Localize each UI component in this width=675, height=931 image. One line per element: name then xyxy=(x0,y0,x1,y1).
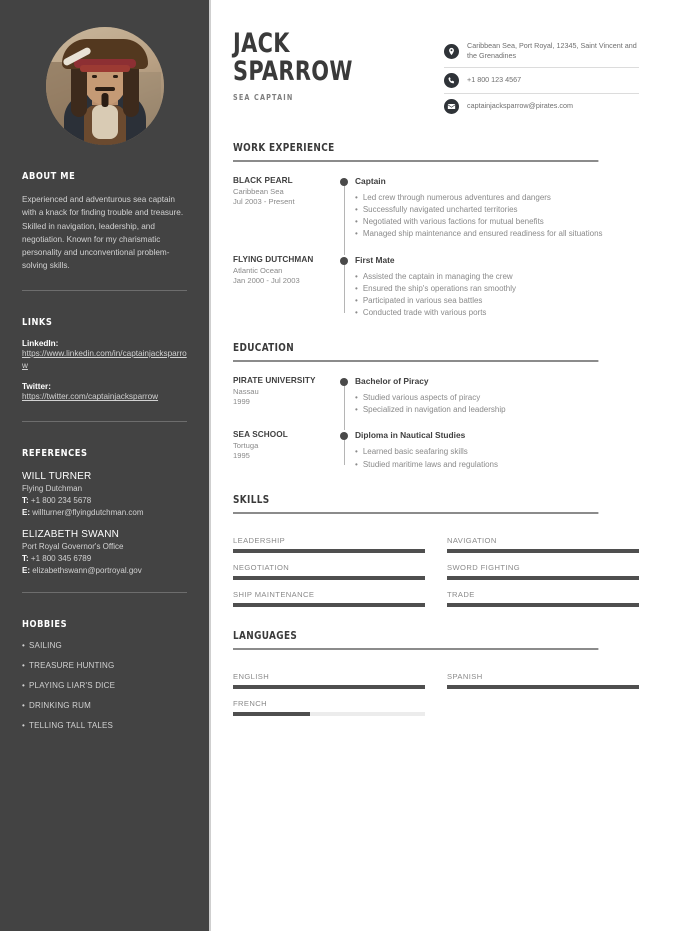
skill-label: SWORD FIGHTING xyxy=(447,562,521,572)
skill-fill xyxy=(233,549,425,553)
education-location: Nassau xyxy=(233,387,259,397)
education-section xyxy=(233,341,639,471)
bullet: • Specialized in navigation and leadership xyxy=(355,405,506,415)
education-bullets xyxy=(355,446,639,470)
bullet: • Studied maritime laws and regulations xyxy=(355,459,498,469)
education-org: PIRATE UNIVERSITY xyxy=(233,376,316,386)
timeline-dot xyxy=(340,378,348,386)
bullet: • Conducted trade with various ports xyxy=(355,307,487,317)
first-name: JACK xyxy=(233,28,290,59)
language-label: SPANISH xyxy=(447,671,483,681)
phone-text[interactable]: +1 800 123 4567 xyxy=(467,75,522,85)
reference-name: ELIZABETH SWANN xyxy=(22,528,120,540)
work-title: First Mate xyxy=(355,254,395,265)
link-label: LinkedIn: xyxy=(22,338,59,348)
skill-track xyxy=(233,576,425,580)
skill-label: LEADERSHIP xyxy=(233,535,286,545)
skills-grid xyxy=(233,526,639,607)
language-item xyxy=(233,699,425,716)
contact-list xyxy=(444,36,639,119)
timeline-dot xyxy=(340,432,348,440)
education-title: Diploma in Nautical Studies xyxy=(355,430,466,441)
links-heading: LINKS xyxy=(22,316,53,328)
education-location: Tortuga xyxy=(233,441,259,451)
education-item xyxy=(233,376,639,416)
avatar-container xyxy=(22,0,187,145)
skill-item xyxy=(447,563,639,580)
work-bullets xyxy=(355,271,639,320)
timeline-rail xyxy=(337,376,353,416)
sidebar-divider-2 xyxy=(22,421,187,422)
education-dates: 1995 xyxy=(233,451,250,461)
phone-icon xyxy=(444,73,459,88)
work-bullets xyxy=(355,192,639,241)
reference-email: E: elizabethswann@portroyal.gov xyxy=(22,565,142,575)
work-item xyxy=(233,255,639,320)
name-block xyxy=(233,30,372,102)
reference-item xyxy=(22,471,187,517)
skill-item xyxy=(233,590,425,607)
work-org: FLYING DUTCHMAN xyxy=(233,254,314,264)
hobbies-heading: HOBBIES xyxy=(22,618,68,630)
about-me-heading: ABOUT ME xyxy=(22,171,76,182)
reference-item xyxy=(22,529,187,575)
work-title: Captain xyxy=(355,175,386,186)
job-role: SEA CAPTAIN xyxy=(233,93,294,103)
header xyxy=(233,30,639,119)
language-item xyxy=(447,672,639,689)
skill-track xyxy=(233,549,425,553)
bullet: • Assisted the captain in managing the crew xyxy=(355,271,513,281)
link-item xyxy=(22,382,187,403)
linkedin-url[interactable]: https://www.linkedin.com/in/captainjacksparrow xyxy=(22,348,187,370)
work-dates: Jan 2000 - Jul 2003 xyxy=(233,275,300,285)
education-title: Bachelor of Piracy xyxy=(355,376,429,387)
references-heading: REFERENCES xyxy=(22,447,88,459)
contact-email xyxy=(444,94,639,119)
skill-track xyxy=(447,549,639,553)
education-detail xyxy=(353,430,639,470)
skills-heading: SKILLS xyxy=(233,493,598,514)
reference-phone: T: +1 800 345 6789 xyxy=(22,553,92,563)
skill-label: SHIP MAINTENANCE xyxy=(233,589,315,599)
education-bullets xyxy=(355,392,639,416)
work-location: Atlantic Ocean xyxy=(233,265,283,275)
skill-item xyxy=(233,563,425,580)
hobby-item: • TREASURE HUNTING xyxy=(22,660,115,670)
bullet: • Ensured the ship's operations ran smoothly xyxy=(355,283,516,293)
work-experience-section xyxy=(233,141,639,319)
language-item xyxy=(233,672,425,689)
skill-label: NEGOTIATION xyxy=(233,562,290,572)
email-text[interactable]: captainjacksparrow@pirates.com xyxy=(467,101,573,111)
skill-label: TRADE xyxy=(447,589,475,599)
skill-fill xyxy=(447,603,639,607)
bullet: • Learned basic seafaring skills xyxy=(355,447,468,457)
bullet: • Successfully navigated uncharted territories xyxy=(355,205,518,215)
timeline-rail xyxy=(337,176,353,241)
link-item xyxy=(22,339,187,373)
main-content xyxy=(211,0,675,931)
work-dates: Jul 2003 - Present xyxy=(233,196,295,206)
bullet: • Studied various aspects of piracy xyxy=(355,393,481,403)
languages-section xyxy=(233,629,639,716)
education-item xyxy=(233,430,639,470)
skill-item xyxy=(447,590,639,607)
work-detail xyxy=(353,176,639,241)
skills-section xyxy=(233,493,639,607)
bullet: • Participated in various sea battles xyxy=(355,295,483,305)
work-org: BLACK PEARL xyxy=(233,175,293,185)
twitter-url[interactable]: https://twitter.com/captainjacksparrow xyxy=(22,392,159,402)
timeline-rail xyxy=(337,255,353,320)
skill-item xyxy=(233,536,425,553)
sidebar xyxy=(0,0,211,931)
hobby-item: • SAILING xyxy=(22,640,62,650)
hobby-item: • DRINKING RUM xyxy=(22,700,91,710)
envelope-icon xyxy=(444,99,459,114)
avatar xyxy=(46,27,164,145)
language-fill xyxy=(233,712,310,716)
language-fill xyxy=(233,685,425,689)
work-item xyxy=(233,176,639,241)
languages-heading: LANGUAGES xyxy=(233,629,598,650)
reference-email: E: willturner@flyingdutchman.com xyxy=(22,507,144,517)
language-label: FRENCH xyxy=(233,698,268,708)
languages-grid xyxy=(233,662,639,716)
last-name: SPARROW xyxy=(233,56,353,88)
reference-name: WILL TURNER xyxy=(22,470,92,482)
skill-fill xyxy=(447,576,639,580)
skill-item xyxy=(447,536,639,553)
reference-phone: T: +1 800 234 5678 xyxy=(22,495,92,505)
education-org: SEA SCHOOL xyxy=(233,430,288,440)
education-meta xyxy=(233,430,337,470)
sidebar-divider-1 xyxy=(22,290,187,291)
hobby-item: • TELLING TALL TALES xyxy=(22,720,114,730)
address-text: Caribbean Sea, Port Royal, 12345, Saint Vincent and the Grenadines xyxy=(467,41,637,61)
skill-track xyxy=(447,576,639,580)
hobby-item: • PLAYING LIAR'S DICE xyxy=(22,680,116,690)
link-label: Twitter: xyxy=(22,382,51,392)
work-meta xyxy=(233,176,337,241)
work-meta xyxy=(233,255,337,320)
work-location: Caribbean Sea xyxy=(233,186,284,196)
skill-track xyxy=(233,603,425,607)
contact-phone xyxy=(444,68,639,94)
reference-org: Flying Dutchman xyxy=(22,483,83,493)
skill-fill xyxy=(233,603,425,607)
education-detail xyxy=(353,376,639,416)
education-heading: EDUCATION xyxy=(233,341,598,362)
language-track xyxy=(233,685,425,689)
sidebar-divider-3 xyxy=(22,592,187,593)
work-experience-heading: WORK EXPERIENCE xyxy=(233,141,598,162)
education-meta xyxy=(233,376,337,416)
language-fill xyxy=(447,685,639,689)
education-dates: 1999 xyxy=(233,397,250,407)
bullet: • Led crew through numerous adventures and dangers xyxy=(355,192,551,202)
skill-track xyxy=(447,603,639,607)
location-pin-icon xyxy=(444,44,459,59)
skill-label: NAVIGATION xyxy=(447,535,497,545)
language-label: ENGLISH xyxy=(233,671,270,681)
skill-fill xyxy=(233,576,425,580)
language-track xyxy=(233,712,425,716)
work-detail xyxy=(353,255,639,320)
contact-address xyxy=(444,36,639,68)
language-track xyxy=(447,685,639,689)
about-me-text: Experienced and adventurous sea captain with a knack for finding trouble and treasure. Skilled in navigation, leadership, and negotiation. Known for my charismatic personality and unconventional problem-solving skills. xyxy=(22,195,184,271)
bullet: • Negotiated with various factions for mutual benefits xyxy=(355,217,544,227)
bullet: • Managed ship maintenance and ensured readiness for all situations xyxy=(355,229,603,239)
skill-fill xyxy=(447,549,639,553)
timeline-dot xyxy=(340,257,348,265)
timeline-rail xyxy=(337,430,353,470)
timeline-dot xyxy=(340,178,348,186)
reference-org: Port Royal Governor's Office xyxy=(22,541,124,551)
